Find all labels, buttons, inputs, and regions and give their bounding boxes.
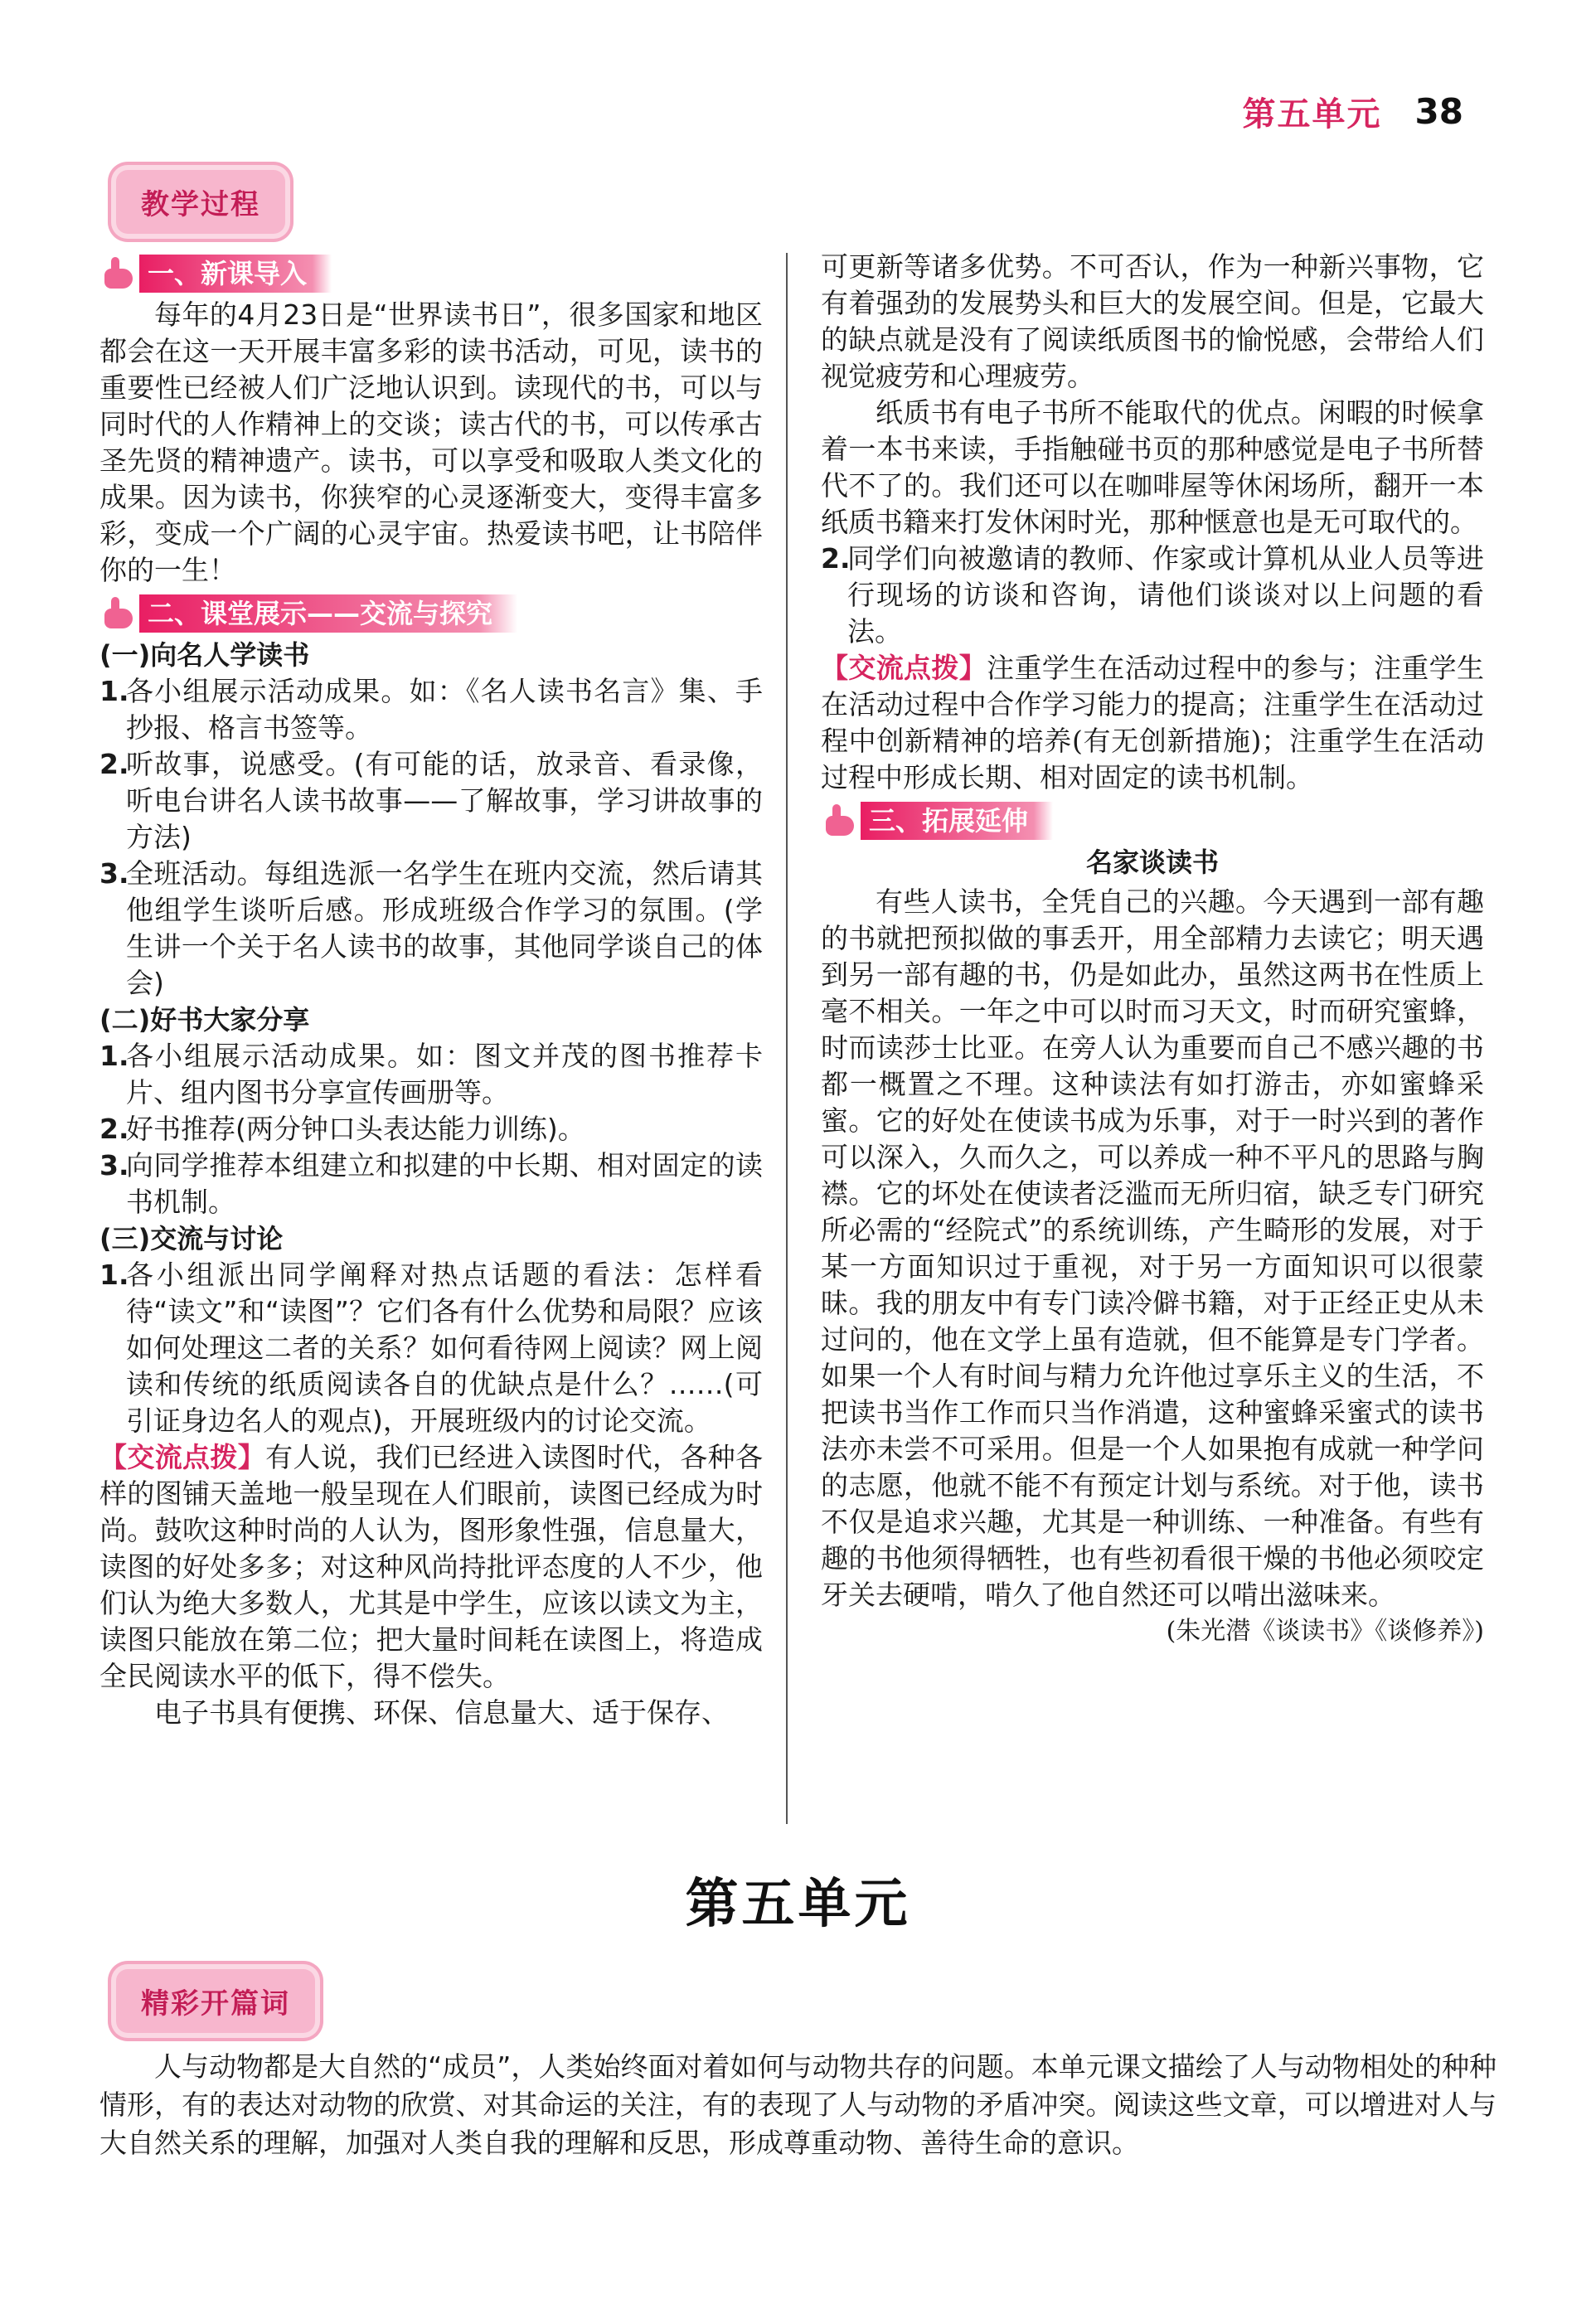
header-unit-label: 第五单元 bbox=[1242, 95, 1382, 133]
subheading-1: (一)向名人学读书 bbox=[99, 639, 310, 671]
ebook-paragraph-continued: 可更新等诸多优势。不可否认，作为一种新兴事物，它有着强劲的发展势头和巨大的发展空间。但是，它最大的缺点就是没有了阅读纸质图书的愉悦感，会带给人们视觉疲劳和心理疲劳。 bbox=[821, 250, 1484, 392]
subheading-3: (三)交流与讨论 bbox=[99, 1223, 284, 1254]
tip-tag: 【交流点拨】 bbox=[99, 1441, 266, 1473]
tip-text: 注重学生在活动过程中的参与；注重学生在活动过程中合作学习能力的提高；注重学生在活动过程中创新精神的培养(有无创新措施)；注重学生在活动过程中形成长期、相对固定的读书机制。 bbox=[821, 652, 1485, 793]
pointing-hand-icon bbox=[99, 595, 139, 632]
list-item: 3. 全班活动。每组选派一名学生在班内交流，然后请其他组学生谈听后感。形成班级合作学习的氛围。(学生讲一个关于名人读书的故事，其他同学谈自己的体会) bbox=[99, 857, 763, 999]
discussion-tip bbox=[99, 1439, 763, 1695]
section-heading-extension bbox=[821, 801, 1484, 841]
unit-title: 第五单元 bbox=[685, 1873, 911, 1935]
section-title: 二、课堂展示——交流与探究 bbox=[139, 594, 517, 633]
list-item: 3. 向同学推荐本组建立和拟建的中长期、相对固定的读书机制。 bbox=[99, 1149, 763, 1218]
badge-opening-words: 精彩开篇词 bbox=[116, 1969, 315, 2033]
list-item: 1. 各小组展示活动成果。如：图文并茂的图书推荐卡片、组内图书分享宣传画册等。 bbox=[99, 1040, 763, 1109]
list-item: 1. 各小组派出同学阐释对热点话题的看法：怎样看待“读文”和“读图”？它们各有什么优势和局限？应该如何处理这二者的关系？如何看待网上阅读？网上阅读和传统的纸质阅读各自的优缺点是什么？……(可引证身边名人的观点)，开展班级内的讨论交流。 bbox=[99, 1259, 763, 1437]
section-title: 一、新课导入 bbox=[139, 255, 332, 293]
subheading-2: (二)好书大家分享 bbox=[99, 1004, 310, 1036]
quote-title: 名家谈读书 bbox=[1085, 847, 1219, 878]
badge-teaching-process: 教学过程 bbox=[116, 170, 285, 234]
list-item: 2. 好书推荐(两分钟口头表达能力训练)。 bbox=[99, 1113, 585, 1145]
quote-text: 有些人读书，全凭自己的兴趣。今天遇到一部有趣的书就把预拟做的事丢开，用全部精力去读它；明天遇到另一部有趣的书，仍是如此办，虽然这两书在性质上毫不相关。一年之中可以时而习天文，时而研究蜜蜂，时而读莎士比亚。在旁人认为重要而自己不感兴趣的书都一概置之不理。这种读法有如打游击，亦如蜜蜂采蜜。它的好处在使读书成为乐事，对于一时兴到的著作可以深入，久而久之，可以养成一种不平凡的思路与胸襟。它的坏处在使读者泛滥而无所归宿，缺乏专门研究所必需的“经院式”的系统训练，产生畸形的发展，对于某一方面知识过于重视，对于另一方面知识可以很蒙昧。我的朋友中有专门读冷僻书籍，对于正经正史从未过问的，他在文学上虽有造就，但不能算是专门学者。如果一个人有时间与精力允许他过享乐主义的生活，不把读书当作工作而只当作消遣，这种蜜蜂采蜜式的读书法亦未尝不可采用。但是一个人如果抱有成就一种学问的志愿，他就不能不有预定计划与系统。对于他，读书不仅是追求兴趣，尤其是一种训练、一种准备。有些有趣的书他须得牺牲，也有些初看很干燥的书他必须咬定牙关去硬啃，啃久了他自然还可以啃出滋味来。 bbox=[821, 885, 1484, 1611]
section-heading-classroom bbox=[99, 594, 763, 633]
quote-source: (朱光潜《谈读书》《谈修养》) bbox=[1166, 1617, 1484, 1646]
page-number: 38 bbox=[1414, 90, 1463, 132]
list-item: 2. 听故事，说感受。(有可能的话，放录音、看录像，听电台讲名人读书故事——了解故事，学习讲故事的方法) bbox=[99, 748, 763, 853]
section-heading-intro bbox=[99, 254, 763, 294]
discussion-tip bbox=[821, 650, 1484, 796]
list-item: 1. 各小组展示活动成果。如：《名人读书名言》集、手抄报、格言书签等。 bbox=[99, 675, 763, 744]
intro-paragraph: 每年的4月23日是“世界读书日”，很多国家和地区都会在这一天开展丰富多彩的读书活动，可见，读书的重要性已经被人们广泛地认识到。读现代的书，可以与同时代的人作精神上的交谈；读古代的书，可以传承古圣先贤的精神遗产。读书，可以享受和吸取人类文化的成果。因为读书，你狭窄的心灵逐渐变大，变得丰富多彩，变成一个广阔的心灵宇宙。热爱读书吧，让书陪伴你的一生！ bbox=[99, 298, 763, 586]
list-item: 2. 同学们向被邀请的教师、作家或计算机从业人员等进行现场的访谈和咨询，请他们谈谈对以上问题的看法。 bbox=[821, 542, 1484, 648]
pointing-hand-icon bbox=[99, 255, 139, 292]
right-column bbox=[821, 249, 1484, 1650]
tip-tag: 【交流点拨】 bbox=[821, 652, 987, 684]
left-column bbox=[99, 249, 763, 1731]
pointing-hand-icon bbox=[821, 803, 861, 839]
page-header bbox=[1243, 86, 1463, 136]
unit-intro-paragraph: 人与动物都是大自然的“成员”，人类始终面对着如何与动物共存的问题。本单元课文描绘了人与动物相处的种种情形，有的表达对动物的欣赏、对其命运的关注，有的表现了人与动物的矛盾冲突。阅读这些文章，可以增进对人与大自然关系的理解，加强对人类自我的理解和反思，形成尊重动物、善待生命的意识。 bbox=[99, 2050, 1497, 2159]
section-title: 三、拓展延伸 bbox=[861, 802, 1053, 840]
ebook-paragraph: 电子书具有便携、环保、信息量大、适于保存、 bbox=[154, 1696, 729, 1729]
column-divider bbox=[786, 253, 788, 1824]
paper-book-paragraph: 纸质书有电子书所不能取代的优点。闲暇的时候拿着一本书来读，手指触碰书页的那种感觉是电子书所替代不了的。我们还可以在咖啡屋等休闲场所，翻开一本纸质书籍来打发休闲时光，那种惬意也是无可取代的。 bbox=[821, 396, 1484, 538]
tip-text: 有人说，我们已经进入读图时代，各种各样的图铺天盖地一般呈现在人们眼前，读图已经成为时尚。鼓吹这种时尚的人认为，图形象性强，信息量大，读图的好处多多；对这种风尚持批评态度的人不少，他们认为绝大多数人，尤其是中学生，应该以读文为主，读图只能放在第二位；把大量时间耗在读图上，将造成全民阅读水平的低下，得不偿失。 bbox=[99, 1441, 764, 1692]
